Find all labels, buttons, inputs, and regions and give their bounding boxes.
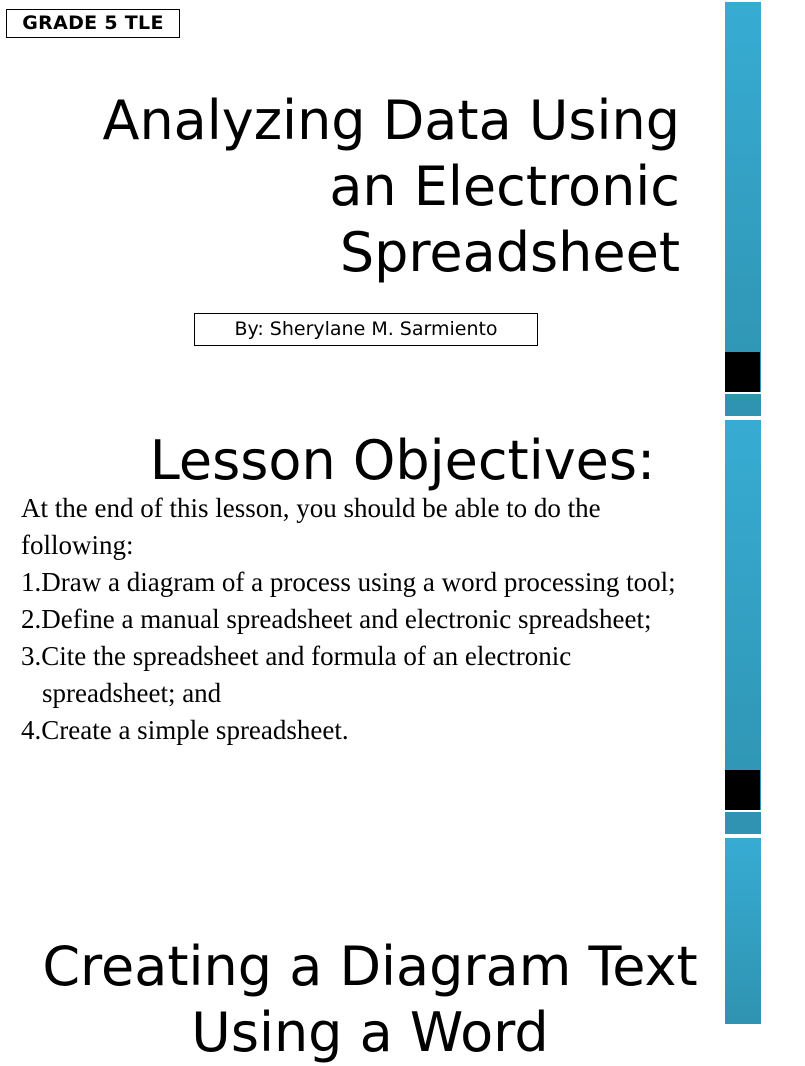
slide-sidebar (725, 418, 761, 834)
slide-sidebar (725, 0, 761, 416)
objective-item: 3.Cite the spreadsheet and formula of an electronic spreadsheet; and (21, 641, 572, 708)
sidebar-stripe (725, 392, 761, 394)
sidebar-tab (725, 770, 760, 812)
author-byline: By: Sherylane M. Sarmiento (194, 313, 538, 346)
sidebar-stripe (725, 418, 761, 420)
objective-item: 2.Define a manual spreadsheet and electronic spreadsheet; (21, 604, 652, 634)
title-slide (0, 0, 725, 416)
sidebar-stripe (725, 810, 761, 812)
section-heading: Creating a Diagram Text Using a Word (42, 935, 698, 1064)
diagram-slide (0, 836, 725, 1064)
objectives-heading: Lesson Objectives: (149, 429, 656, 492)
page-edge (761, 0, 768, 1024)
sidebar-stripe (725, 0, 761, 2)
objectives-slide (0, 418, 725, 834)
objectives-intro: At the end of this lesson, you should be able to do the following: (21, 493, 601, 560)
presentation-title: Analyzing Data Using an Electronic Spreadsheet (102, 89, 680, 284)
grade-label: GRADE 5 TLE (6, 9, 180, 38)
objective-item: 1.Draw a diagram of a process using a word processing tool; (21, 567, 676, 597)
slide-sidebar (725, 836, 761, 1024)
sidebar-stripe (725, 836, 761, 838)
sidebar-tab (725, 352, 760, 394)
objectives-list (21, 564, 711, 749)
objective-item: 4.Create a simple spreadsheet. (21, 715, 349, 745)
